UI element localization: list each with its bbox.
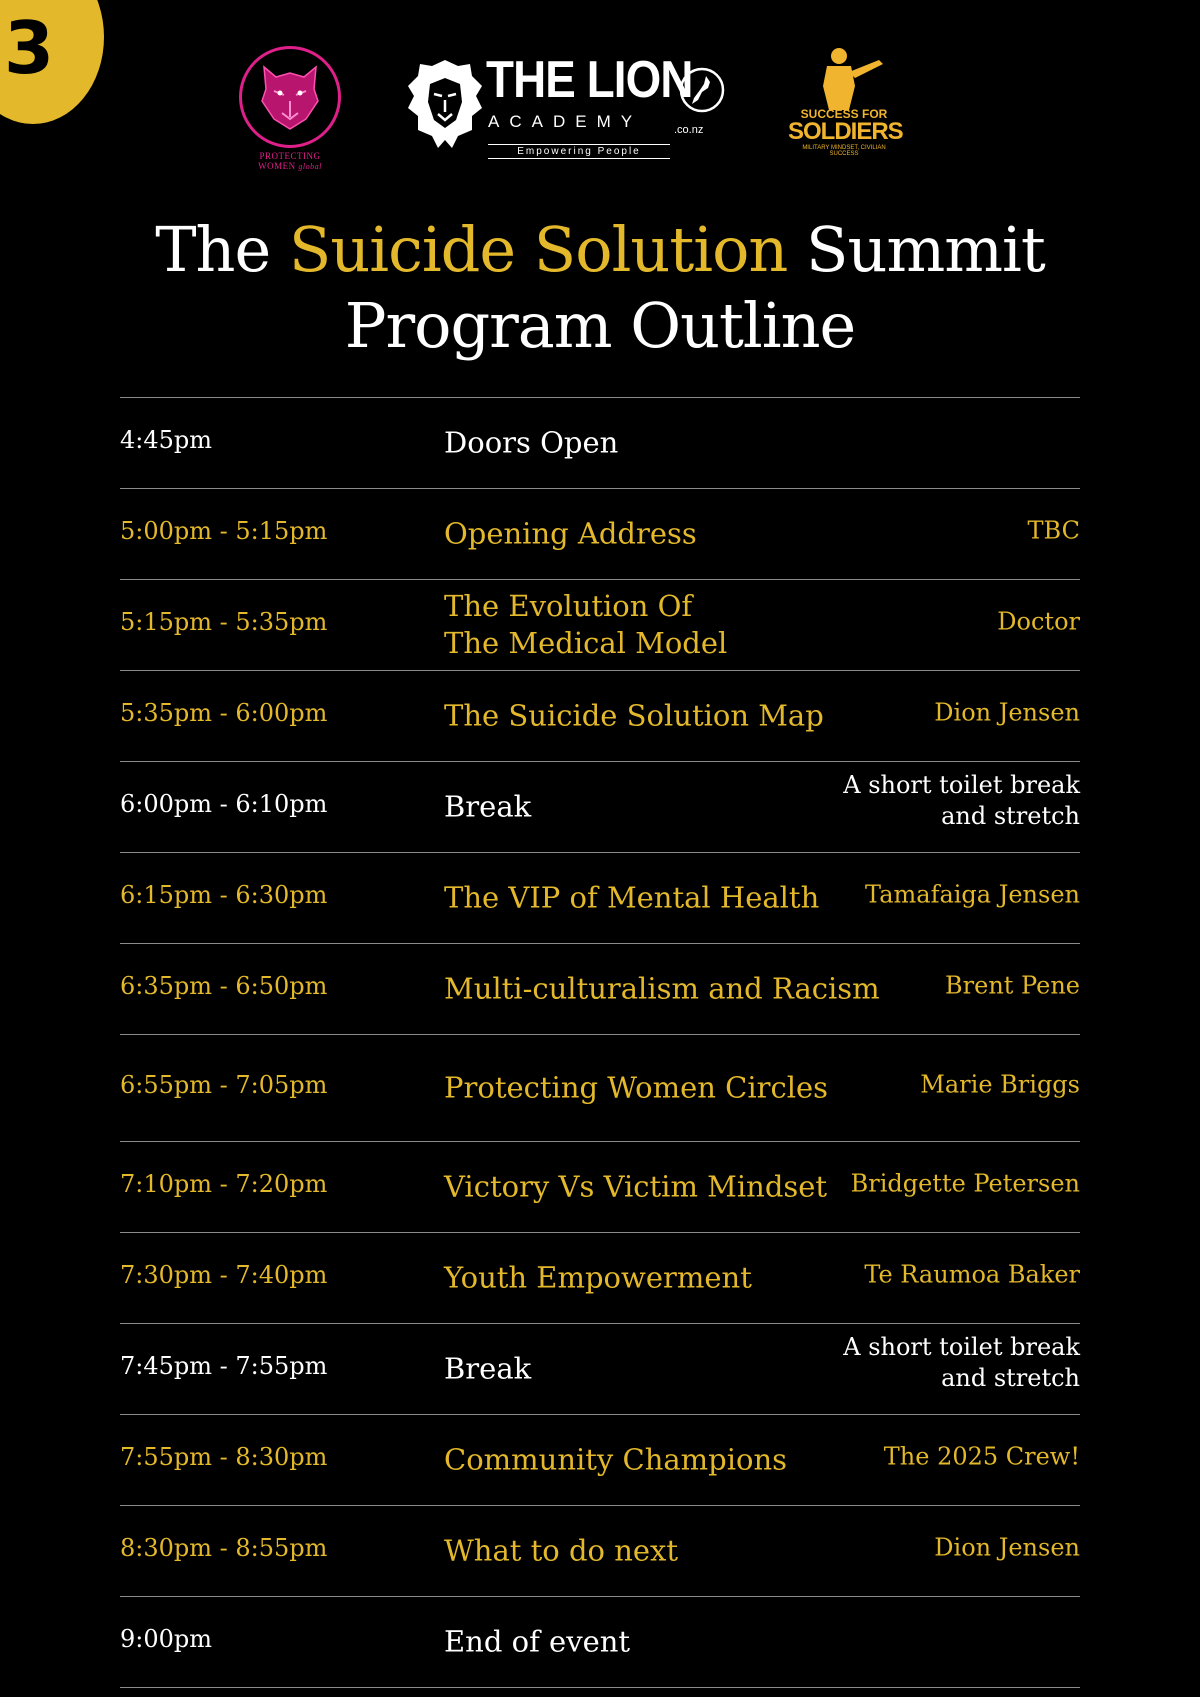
session-title-line1: End of event bbox=[444, 1624, 631, 1659]
session-time: 6:55pm - 7:05pm bbox=[120, 1071, 328, 1100]
session-title bbox=[444, 1442, 787, 1479]
schedule-row bbox=[120, 1414, 1080, 1505]
session-speaker bbox=[945, 970, 1080, 1001]
panther-icon bbox=[256, 61, 324, 133]
lion-academy-tagline: Empowering People bbox=[488, 144, 670, 159]
session-time: 5:15pm - 5:35pm bbox=[120, 608, 328, 637]
schedule-row bbox=[120, 579, 1080, 670]
session-title bbox=[444, 1260, 752, 1297]
session-title-line1: Doors Open bbox=[444, 425, 619, 460]
pw-line2: WOMEN bbox=[258, 160, 296, 171]
lion-academy-name: THE LION bbox=[486, 51, 693, 109]
speaker-line1: TBC bbox=[1027, 516, 1080, 545]
session-title bbox=[444, 588, 727, 662]
session-speaker bbox=[864, 1259, 1080, 1290]
speaker-line1: The 2025 Crew! bbox=[883, 1442, 1080, 1471]
speaker-line2: and stretch bbox=[941, 801, 1080, 830]
session-time: 6:35pm - 6:50pm bbox=[120, 972, 328, 1001]
program-schedule bbox=[120, 397, 1080, 1688]
session-speaker bbox=[843, 1332, 1080, 1394]
success-for-soldiers-logo bbox=[788, 46, 903, 166]
title-line2: Program Outline bbox=[344, 289, 856, 362]
session-title bbox=[444, 880, 819, 917]
session-title bbox=[444, 789, 531, 826]
lion-academy-logo bbox=[406, 51, 736, 164]
speaker-line2: and stretch bbox=[941, 1363, 1080, 1392]
session-title-line2: The Medical Model bbox=[444, 626, 728, 660]
session-time: 6:15pm - 6:30pm bbox=[120, 881, 328, 910]
session-title bbox=[444, 1169, 827, 1206]
sfs-line1: SUCCESS FOR bbox=[800, 107, 888, 121]
session-time: 7:10pm - 7:20pm bbox=[120, 1170, 328, 1199]
soldier-silhouette-icon bbox=[799, 46, 889, 110]
session-title bbox=[444, 1533, 678, 1570]
session-speaker bbox=[884, 1441, 1080, 1472]
speaker-line1: Tamafaiga Jensen bbox=[865, 880, 1080, 909]
session-speaker bbox=[934, 697, 1080, 728]
session-title bbox=[444, 1070, 828, 1107]
session-title-line1: Break bbox=[444, 1351, 532, 1386]
session-speaker bbox=[997, 606, 1080, 637]
session-title-line1: Protecting Women Circles bbox=[444, 1070, 829, 1105]
title-highlight: Suicide Solution bbox=[288, 213, 788, 286]
lion-academy-sub: ACADEMY bbox=[488, 112, 643, 131]
schedule-row bbox=[120, 943, 1080, 1034]
session-title-line1: Multi-culturalism and Racism bbox=[444, 971, 880, 1006]
schedule-row bbox=[120, 1596, 1080, 1688]
schedule-row bbox=[120, 761, 1080, 852]
speaker-line1: Bridgette Petersen bbox=[850, 1169, 1080, 1198]
session-title-line1: What to do next bbox=[444, 1533, 679, 1568]
schedule-row bbox=[120, 1232, 1080, 1323]
session-speaker bbox=[934, 1532, 1080, 1563]
speaker-line1: A short toilet break bbox=[843, 1332, 1080, 1361]
session-time: 9:00pm bbox=[120, 1625, 213, 1654]
session-title bbox=[444, 698, 824, 735]
session-title-line1: Opening Address bbox=[444, 516, 697, 551]
speaker-line1: Marie Briggs bbox=[920, 1070, 1080, 1099]
speaker-line1: Doctor bbox=[997, 607, 1080, 636]
session-title bbox=[444, 971, 880, 1008]
session-title-line1: Victory Vs Victim Mindset bbox=[444, 1169, 828, 1204]
schedule-row bbox=[120, 1505, 1080, 1596]
session-speaker bbox=[920, 1069, 1080, 1100]
title-part1: The bbox=[155, 213, 289, 286]
session-title-line1: Youth Empowerment bbox=[444, 1260, 752, 1295]
speaker-line1: Dion Jensen bbox=[934, 1533, 1080, 1562]
session-title-line1: The Suicide Solution Map bbox=[444, 698, 824, 733]
schedule-row bbox=[120, 397, 1080, 488]
session-title bbox=[444, 425, 618, 462]
schedule-row bbox=[120, 488, 1080, 579]
session-speaker bbox=[1028, 515, 1080, 546]
session-speaker bbox=[851, 1168, 1080, 1199]
session-time: 4:45pm bbox=[120, 426, 213, 455]
speaker-line1: A short toilet break bbox=[843, 770, 1080, 799]
session-time: 6:00pm - 6:10pm bbox=[120, 790, 328, 819]
pw-script: global bbox=[298, 161, 322, 171]
sfs-line2: SOLDIERS bbox=[788, 118, 903, 145]
schedule-row bbox=[120, 1141, 1080, 1232]
sfs-tagline: MILITARY MINDSET, CIVILIAN SUCCESS bbox=[802, 145, 886, 157]
session-title bbox=[444, 1624, 630, 1661]
session-time: 5:35pm - 6:00pm bbox=[120, 699, 328, 728]
session-time: 7:55pm - 8:30pm bbox=[120, 1443, 328, 1472]
session-title-line1: The Evolution Of bbox=[444, 589, 693, 623]
session-time: 7:30pm - 7:40pm bbox=[120, 1261, 328, 1290]
session-speaker bbox=[843, 770, 1080, 832]
session-time: 8:30pm - 8:55pm bbox=[120, 1534, 328, 1563]
session-time: 7:45pm - 7:55pm bbox=[120, 1352, 328, 1381]
schedule-row bbox=[120, 670, 1080, 761]
speaker-line1: Te Raumoa Baker bbox=[864, 1260, 1080, 1289]
session-title bbox=[444, 516, 697, 553]
schedule-row bbox=[120, 1034, 1080, 1141]
session-title-line1: Community Champions bbox=[444, 1442, 788, 1477]
session-title-line1: The VIP of Mental Health bbox=[444, 880, 820, 915]
session-title bbox=[444, 1351, 531, 1388]
sponsor-logos bbox=[0, 46, 1200, 176]
speaker-line1: Dion Jensen bbox=[934, 698, 1080, 727]
lion-head-icon bbox=[406, 58, 484, 150]
session-time: 5:00pm - 5:15pm bbox=[120, 517, 328, 546]
lion-academy-domain: .co.nz bbox=[674, 124, 704, 136]
speaker-line1: Brent Pene bbox=[945, 971, 1080, 1000]
session-title-line1: Break bbox=[444, 789, 532, 824]
page-number: 3 bbox=[4, 6, 55, 90]
pw-line1: PROTECTING bbox=[259, 151, 321, 161]
page-title bbox=[0, 212, 1200, 364]
nz-map-icon bbox=[678, 66, 726, 114]
title-part2: Summit bbox=[787, 213, 1045, 286]
protecting-women-logo bbox=[238, 46, 342, 176]
schedule-row bbox=[120, 852, 1080, 943]
session-speaker bbox=[865, 879, 1080, 910]
schedule-row bbox=[120, 1323, 1080, 1414]
